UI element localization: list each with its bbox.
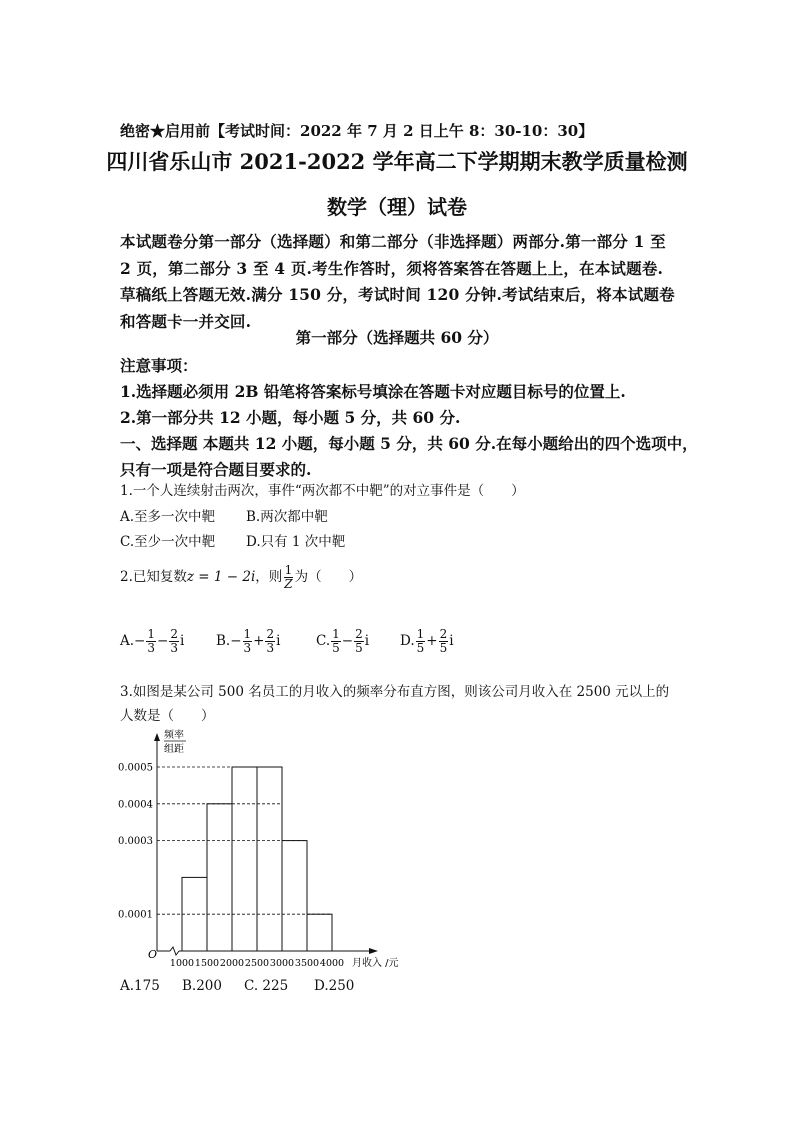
q3-stem-line1: 3.如图是某公司 500 名员工的月收入的频率分布直方图，则该公司月收入在 2500 元以上的 [120, 684, 670, 700]
x-tick-label: 3000 [269, 958, 295, 969]
notes-item-2: 2.第一部分共 12 小题，每小题 5 分，共 60 分. [120, 408, 461, 427]
q1-option-a: A.至多一次中靶 [120, 509, 216, 525]
frequency-histogram [100, 725, 420, 975]
notes-heading: 注意事项： [120, 356, 198, 375]
q2-stem-pre: 2.已知复数 [120, 569, 187, 585]
x-tick-label: 1500 [194, 958, 220, 969]
notes-block [120, 353, 698, 483]
q2-option-c: C. $\frac{1}{5}$ − $\frac{2}{5}$ i [316, 627, 370, 655]
x-tick-label: 1000 [169, 958, 195, 969]
q2-option-d: D. $\frac{1}{5}$ + $\frac{2}{5}$ i [400, 627, 454, 655]
q3-option-d: D.250 [314, 978, 355, 994]
exam-title: 四川省乐山市 2021-2022 学年高二下学期期末教学质量检测 [106, 149, 688, 174]
q2-stem [120, 564, 362, 591]
q1-stem: 1.一个人连续射击两次，事件“两次都不中靶”的对立事件是（ ） [120, 483, 525, 499]
q3-stem-line2: 人数是（ ） [120, 708, 215, 724]
q2-z-equation: z = 1 − 2i [186, 569, 256, 585]
part1-title: 第一部分（选择题共 60 分） [295, 328, 499, 347]
section-instructions-line1: 一、选择题 本题共 12 小题，每小题 5 分，共 60 分.在每小题给出的四个选项中， [120, 434, 698, 453]
q1-option-d: D.只有 1 次中靶 [246, 534, 346, 550]
exam-subtitle: 数学（理）试卷 [327, 195, 467, 219]
q2-option-b: B.− $\frac{1}{3}$ + $\frac{2}{3}$ i [216, 627, 281, 655]
histogram-bar [257, 767, 282, 951]
q3-option-c: C. 225 [244, 978, 289, 994]
x-axis-label: 月收入 /元 [352, 958, 399, 969]
x-axis-break [170, 947, 179, 955]
intro-paragraph: 本试题卷分第一部分（选择题）和第二部分（非选择题）两部分.第一部分 1 至 2 页，第二部分 3 至 4 页.考生作答时，须将答案答在答题上上，在本试题卷.草稿纸上答题无效.满分 150 分，考试时间 120 分钟.考试结束后，将本试题卷和答题卡一并交回. [120, 232, 675, 331]
y-label-top: 频率 [164, 730, 184, 741]
x-tick-label: 4000 [319, 958, 345, 969]
y-tick-label: 0.0001 [118, 909, 153, 921]
q2-fraction-1-over-z: $\frac{1}{Z}$ [284, 563, 293, 591]
x-tick-label: 3500 [294, 958, 320, 969]
y-tick-label: 0.0004 [118, 799, 153, 811]
section-instructions-line2: 只有一项是符合题目要求的. [120, 460, 312, 479]
histogram-bar [282, 841, 307, 951]
q2-stem-mid: ，则 [255, 569, 283, 585]
histogram-bar [207, 804, 232, 951]
histogram-bar [232, 767, 257, 951]
y-tick-label: 0.0003 [118, 836, 153, 848]
q1-option-b: B.两次都中靶 [246, 509, 328, 525]
q2-stem-post: 为（ ） [294, 569, 363, 585]
confidential-header: 绝密★启用前【考试时间：2022 年 7 月 2 日上午 8：30-10：30】 [120, 122, 594, 140]
q2-option-a: A.− $\frac{1}{3}$ − $\frac{2}{3}$ i [120, 627, 185, 655]
y-axis-arrow [154, 733, 160, 741]
x-tick-label: 2000 [219, 958, 245, 969]
q3-option-a: A.175 [120, 978, 160, 994]
notes-item-1: 1.选择题必须用 2B 铅笔将答案标号填涂在答题卡对应题目标号的位置上. [120, 382, 626, 401]
y-tick-label: 0.0005 [118, 762, 153, 774]
origin-label: O [148, 948, 158, 961]
histogram-bar [307, 914, 332, 951]
y-label-bottom: 组距 [164, 744, 184, 755]
x-axis-arrow [369, 948, 378, 954]
q3-option-b: B.200 [182, 978, 222, 994]
q1-option-c: C.至少一次中靶 [120, 534, 216, 550]
x-tick-label: 2500 [244, 958, 270, 969]
